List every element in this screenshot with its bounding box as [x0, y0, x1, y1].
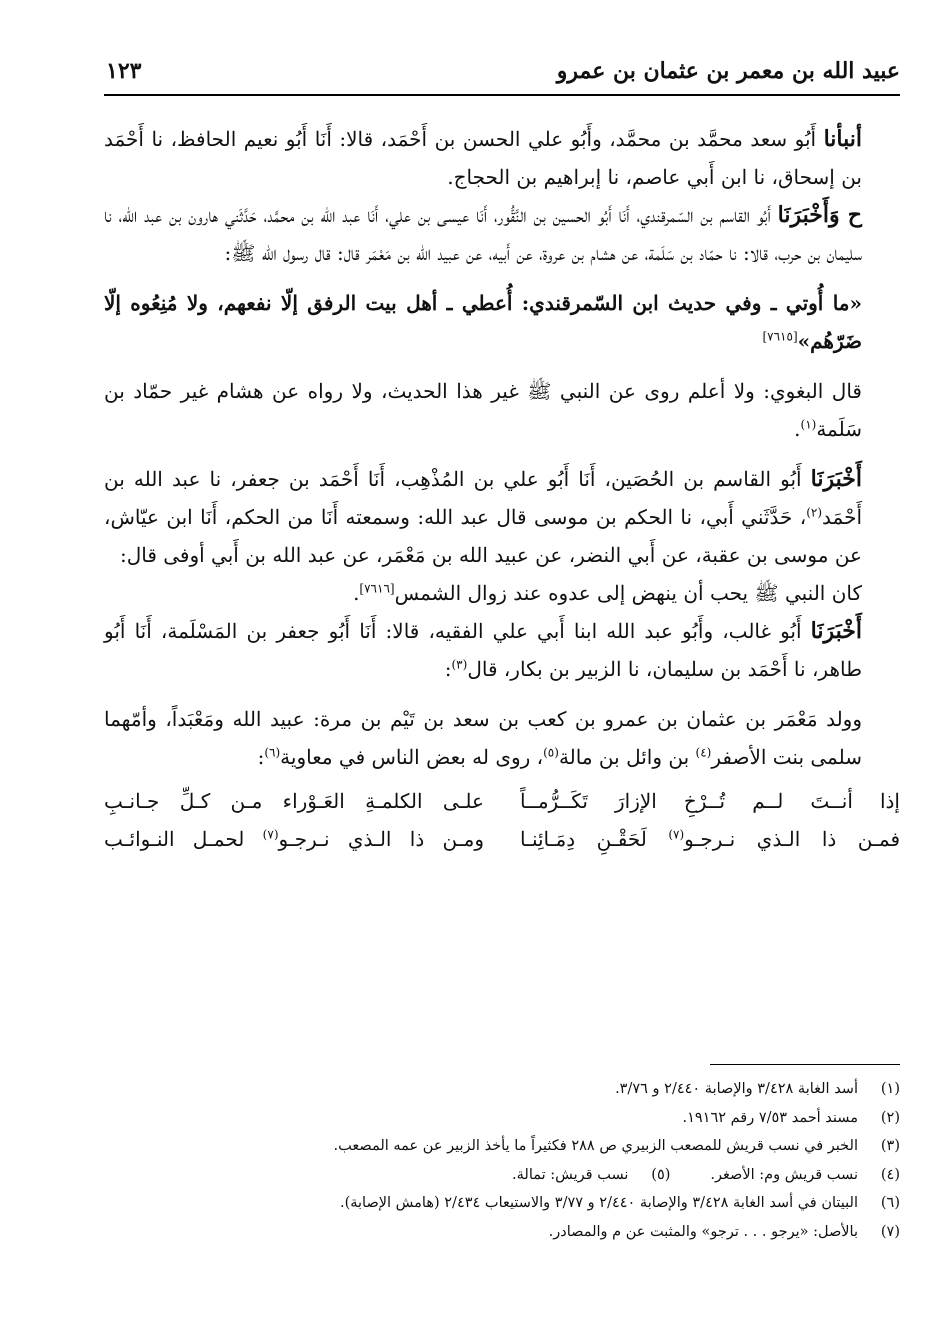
hadith-text	[104, 284, 900, 360]
verse-second-hemistich: ومـن ذا الـذي نـرجـو$^{(٧)}$ لحمـل النـوائـب	[104, 827, 484, 851]
footnote-number: (٤)	[880, 1166, 900, 1183]
footnote	[104, 1132, 900, 1161]
footnote-text: الخبر في نسب قريش للمصعب الزبيري ص ٢٨٨ فكثيراً ما يأخذ الزبير عن عمه المصعب.	[333, 1138, 858, 1154]
footnote-number: (٦)	[880, 1195, 900, 1211]
chain-lead: أَخْبَرَنَا	[810, 618, 862, 644]
footnote-text: أسد الغابة ٣/٤٢٨ والإصابة ٢/٤٤٠ و ٣/٧٦.	[615, 1081, 858, 1097]
running-header	[104, 52, 900, 96]
footnote	[104, 1104, 900, 1133]
footnote-number: (٣)	[880, 1138, 900, 1154]
paragraph-4: قال البغوي: ولا أعلم روى عن النبي ﷺ غير هذا الحديث، ولا رواه عن هشام غير حمّاد بن سَلَمة$^{(١)}$.	[104, 379, 862, 441]
footnote-number: (٢)	[880, 1109, 900, 1126]
footnote-number: (٧)	[880, 1223, 900, 1240]
footnote-marker: (٧)	[262, 827, 279, 842]
hadith-matn: «ما أُوتي ـ وفي حديث ابن السّمرقندي: أُعطي ـ أهل بيت الرفق إلّا نفعهم، ولا مُنِعُوه إلّا ضَرّهُم»	[104, 291, 862, 353]
footnote-text: نسب قريش وم: الأصغر.	[710, 1166, 858, 1183]
footnote	[104, 1161, 900, 1190]
chain-lead: ح وَأَخْبَرَنَا	[777, 202, 862, 228]
footnote-marker: (٣)	[451, 657, 468, 672]
verse-line	[104, 782, 900, 820]
paragraph-text: قال البغوي: ولا أعلم روى عن النبي ﷺ غير هذا الحديث، ولا رواه عن هشام غير حمّاد بن سَلَمة	[104, 379, 862, 441]
poetry-verses	[104, 782, 900, 858]
footnote-text: مسند أحمد ٧/٥٣ رقم ١٩١٦٢.	[682, 1109, 858, 1126]
chain-lead: أنبأنا	[823, 126, 862, 152]
paragraph-text: أَبُو سعد محمَّد بن محمَّد، وأَبُو علي الحسن بن أَحْمَد، قالا: أَنَا أَبُو نعيم الحافظ، نا أَحْمَد بن إسحاق، نا ابن أَبي عاصم، نا إبراهيم بن الحجاج.	[104, 127, 862, 189]
hadith-reference: [٧٦١٦]	[359, 581, 395, 596]
hadith-matn: كان النبي ﷺ يحب أن ينهض إلى عدوه عند زوال الشمس	[394, 581, 862, 605]
footnote-marker: (١)	[800, 417, 817, 432]
main-text	[104, 120, 900, 858]
footnote-text: بالأصل: «يرجو . . . ترجو» والمثبت عن م والمصادر.	[548, 1223, 858, 1240]
footnote	[104, 1218, 900, 1247]
header-rule	[104, 94, 900, 96]
chain-lead: أَخْبَرَنَا	[810, 466, 862, 492]
footnote-number: (١)	[880, 1081, 900, 1097]
page-number: ١٢٣	[106, 58, 142, 84]
footnote	[104, 1189, 900, 1218]
footnote-marker: (٥)	[543, 745, 559, 760]
footnote-number: (٥)	[651, 1166, 671, 1183]
paragraph-5: أَخْبَرَنَا أَبُو القاسم بن الحُصَين، أَنَا أَبُو علي بن المُذْهِب، أَنَا أَحْمَد بن جعفر، نا عبد الله بن أَحْمَد$^{(٢)}$، حَدَّثَني أَبي، نا الحكم بن موسى قال عبد الله: وسمعته أَنَا من الحكم، أَنَا ابن عيّاش، عن موسى بن عقبة، عن أَبي النضر، عن عبيد الله بن مَعْمَر، عن عبد الله بن أَبي أوفى قال:	[104, 466, 862, 567]
paragraph-text: أَبُو القاسم بن السّمرقندي، أَنَا أَبُو الحسين بن النَّقُّور، أَنَا عيسى بن علي، أَنَا عبد الله بن محمَّد، حَدَّثَني هارون بن عبد الله، نا سليمان بن حرب، قالا: نا حمّاد بن سَلَمة، عن هشام بن عروة، عن أَبيه، عن عبيد الله بن مَعْمَر قال: قال رسول الله ﷺ:	[104, 203, 862, 265]
footnotes	[104, 1064, 900, 1246]
paragraph-6: كان النبي ﷺ يحب أن ينهض إلى عدوه عند زوال الشمس[٧٦١٦].	[353, 581, 862, 605]
footnote-marker: (٤)	[695, 745, 712, 760]
footnote-marker: (٢)	[806, 505, 823, 520]
paragraph-2	[104, 196, 900, 272]
running-title: عبيد الله بن معمر بن عثمان بن عمرو	[556, 58, 900, 84]
verse-line	[104, 820, 900, 858]
verse-first-hemistich: إذا أنــتَ لــم تُــرْخِ الإزارَ تَكَــرُّمــاً	[520, 789, 900, 813]
footnote	[104, 1075, 900, 1104]
footnote-marker: (٦)	[264, 745, 281, 760]
footnote-marker: (٧)	[668, 827, 685, 842]
paragraph-7: أَخْبَرَنَا أَبُو غالب، وأَبُو عبد الله ابنا أَبي علي الفقيه، قالا: أَنَا أَبُو جعفر بن المَسْلَمة، أَنَا أَبُو طاهر، نا أَحْمَد بن سليمان، نا الزبير بن بكار، قال$^{(٣)}$:	[104, 618, 862, 681]
hadith-reference: [٧٦١٥]	[762, 329, 798, 344]
paragraph-1	[104, 120, 900, 196]
footnote-text: البيتان في أسد الغابة ٣/٤٢٨ والإصابة ٢/٤٤٠ و ٣/٧٧ والاستيعاب ٢/٤٣٤ (هامش الإصابة).	[339, 1195, 858, 1211]
verse-first-hemistich: فمـن ذا الـذي نـرجـو$^{(٧)}$ لَحَقْـنِ دِمَـائِنـا	[520, 827, 900, 851]
footnote-rule	[710, 1064, 900, 1065]
footnote-text: نسب قريش: تمالة.	[512, 1166, 629, 1183]
paragraph-8: وولد مَعْمَر بن عثمان بن عمرو بن كعب بن سعد بن تَيْم بن مرة: عبيد الله ومَعْبَداً، وأمّهما سلمى بنت الأصفر$^{(٤)}$ بن وائل بن مالة$^{(٥)}$، روى له بعض الناس في معاوية$^{(٦)}$:	[104, 707, 862, 769]
verse-second-hemistich: علـى الكلمـةِ العَـوْراء مـن كـلِّ جـانـبِ	[104, 789, 484, 813]
